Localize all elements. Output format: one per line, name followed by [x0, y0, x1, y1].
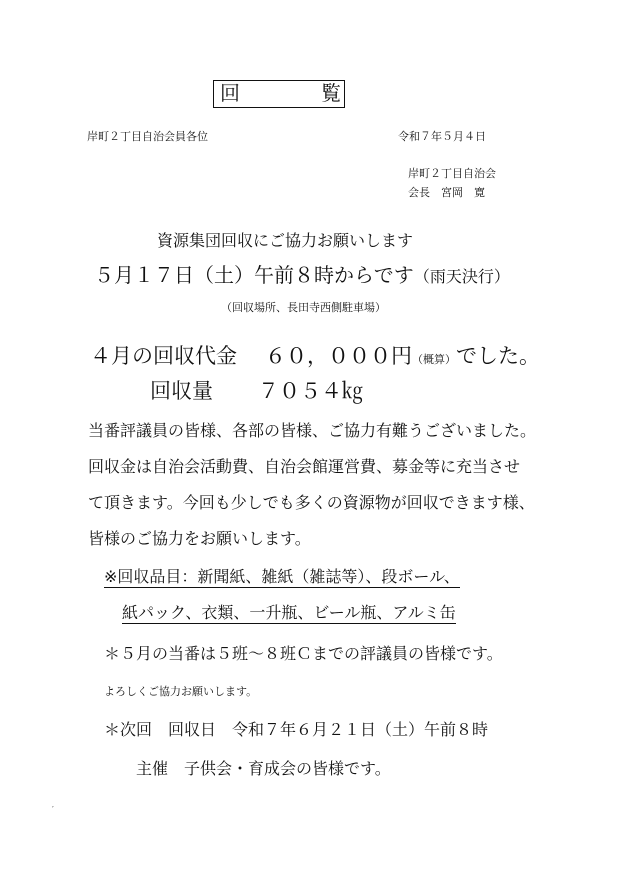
president-name: 会長 宮岡 寛 — [408, 186, 485, 199]
announcement-heading: 資源集団回収にご協力お願いします — [157, 231, 414, 250]
organization-name: 岸町２丁目自治会 — [408, 167, 496, 180]
body-line-2: 回収金は自治会活動費、自治会館運営費、募金等に充当させ — [88, 457, 521, 476]
revenue-line — [90, 346, 540, 367]
schedule-main: ５月１７日（土）午前８時からです — [94, 263, 414, 287]
revenue-suffix: でした。 — [456, 344, 540, 368]
amount-value: ７０５４㎏ — [258, 379, 363, 403]
issue-date: 令和７年５月４日 — [398, 130, 486, 143]
body-line-3: て頂きます。今回も少しでも多くの資源物が回収できます様、 — [88, 493, 535, 512]
title-char-1: 回 — [220, 81, 240, 105]
revenue-approx: （概算） — [412, 353, 456, 366]
body-line-4: 皆様のご協力をお願いします。 — [88, 529, 311, 548]
items-line-1: ※回収品目：新聞紙、雑紙（雑誌等）、段ボール、 — [104, 567, 460, 586]
amount-label: 回収量 — [150, 379, 213, 403]
circular-title-box — [213, 80, 345, 108]
schedule-rain-note: （雨天決行） — [413, 267, 510, 286]
thanks-line: よろしくご協力お願いします。 — [104, 685, 258, 698]
items-line-2: 紙パック、衣類、一升瓶、ビール瓶、アルミ缶 — [122, 603, 456, 622]
collection-schedule — [94, 265, 510, 285]
next-collection-line: ＊次回 回収日 令和７年６月２１日（土）午前８時 — [104, 720, 489, 739]
body-line-1: 当番評議員の皆様、各部の皆様、ご協力有難うございました。 — [88, 421, 537, 440]
stray-mark: ′ — [52, 805, 54, 814]
addressee: 岸町２丁目自治会員各位 — [87, 130, 208, 143]
revenue-label: ４月の回収代金 — [90, 344, 237, 368]
title-char-2: 覧 — [321, 81, 341, 105]
duty-line: ＊５月の当番は５班～８班Ｃまでの評議員の皆様です。 — [104, 644, 503, 663]
collection-location: （回収場所、長田寺西側駐車場） — [221, 301, 386, 314]
next-host-line: 主催 子供会・育成会の皆様です。 — [136, 759, 391, 778]
revenue-value: ６０，０００円 — [265, 344, 412, 368]
